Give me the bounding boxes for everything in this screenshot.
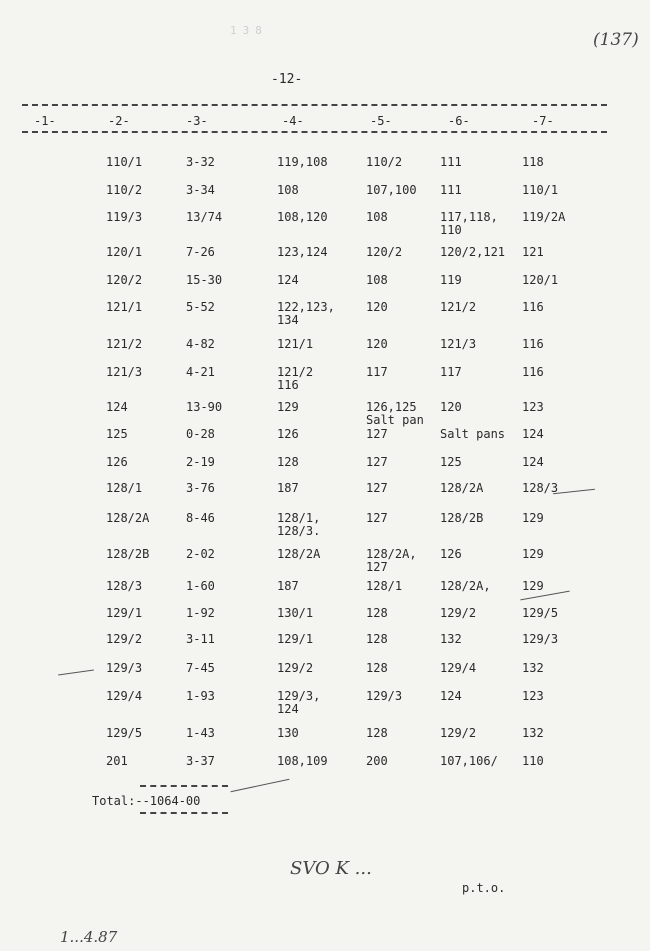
table-cell: 2-19 bbox=[186, 455, 215, 469]
table-cell: 110 bbox=[522, 754, 544, 768]
table-cell: 116 bbox=[522, 300, 544, 314]
table-cell: 127 bbox=[366, 455, 388, 469]
table-cell: 120 bbox=[366, 337, 388, 351]
table-cell: 7-45 bbox=[186, 661, 215, 675]
col-header-2: -2- bbox=[108, 114, 130, 128]
table-cell: 128 bbox=[366, 632, 388, 646]
table-cell: 3-76 bbox=[186, 481, 215, 495]
table-cell: 130/1 bbox=[277, 606, 314, 620]
table-cell: 108,120 bbox=[277, 210, 328, 224]
table-cell: 124 bbox=[440, 689, 462, 703]
table-cell: 108,109 bbox=[277, 754, 328, 768]
col-header-6: -6- bbox=[448, 114, 470, 128]
table-cell: 128/2A bbox=[277, 547, 321, 561]
table-cell: 128/3 bbox=[106, 579, 143, 593]
table-cell: 121/1 bbox=[106, 300, 143, 314]
table-cell: 13-90 bbox=[186, 400, 223, 414]
table-cell: 120/2,121 bbox=[440, 245, 506, 259]
table-cell: 121/2 116 bbox=[277, 365, 314, 392]
table-cell: 117 bbox=[440, 365, 462, 379]
table-cell: 132 bbox=[440, 632, 462, 646]
table-cell: 129 bbox=[522, 547, 544, 561]
table-cell: 128/1 bbox=[106, 481, 143, 495]
table-cell: 118 bbox=[522, 155, 544, 169]
table-cell: 13/74 bbox=[186, 210, 223, 224]
table-cell: 108 bbox=[366, 273, 388, 287]
table-cell: 128/2A bbox=[440, 481, 484, 495]
table-cell: 120/1 bbox=[522, 273, 559, 287]
faint-stamp-number: 138 bbox=[230, 24, 268, 37]
table-cell: 107,100 bbox=[366, 183, 417, 197]
table-cell: 126 bbox=[440, 547, 462, 561]
table-cell: 129/2 bbox=[440, 606, 477, 620]
table-cell: 124 bbox=[106, 400, 128, 414]
table-cell: 128/2A, bbox=[440, 579, 491, 593]
table-cell: 128/3 bbox=[522, 481, 559, 495]
table-cell: 129/5 bbox=[522, 606, 559, 620]
table-cell: 110/2 bbox=[366, 155, 403, 169]
pen-mark bbox=[58, 669, 94, 675]
table-cell: 128/2B bbox=[106, 547, 150, 561]
col-header-7: -7- bbox=[532, 114, 554, 128]
table-cell: 124 bbox=[277, 273, 299, 287]
table-cell: 120 bbox=[366, 300, 388, 314]
table-cell: 187 bbox=[277, 579, 299, 593]
col-header-5: -5- bbox=[370, 114, 392, 128]
table-cell: 0-28 bbox=[186, 427, 215, 441]
pen-mark bbox=[231, 779, 290, 792]
table-cell: 121 bbox=[522, 245, 544, 259]
table-cell: 121/3 bbox=[440, 337, 477, 351]
table-cell: 4-82 bbox=[186, 337, 215, 351]
table-cell: 110/1 bbox=[522, 183, 559, 197]
table-cell: 1-60 bbox=[186, 579, 215, 593]
table-cell: 129/3 bbox=[366, 689, 403, 703]
table-cell: 129/2 bbox=[277, 661, 314, 675]
table-cell: 125 bbox=[106, 427, 128, 441]
table-cell: 201 bbox=[106, 754, 128, 768]
table-cell: 15-30 bbox=[186, 273, 223, 287]
table-cell: 110/1 bbox=[106, 155, 143, 169]
table-cell: 200 bbox=[366, 754, 388, 768]
table-cell: 128/1, 128/3. bbox=[277, 511, 321, 538]
pen-mark bbox=[553, 489, 595, 494]
table-cell: 4-21 bbox=[186, 365, 215, 379]
handwritten-date: 1...4.87 bbox=[60, 928, 118, 946]
table-cell: 128 bbox=[366, 726, 388, 740]
page-number: -12- bbox=[271, 72, 303, 87]
table-cell: 129/4 bbox=[440, 661, 477, 675]
table-cell: 129/5 bbox=[106, 726, 143, 740]
table-cell: 129/1 bbox=[106, 606, 143, 620]
table-cell: 129/1 bbox=[277, 632, 314, 646]
table-cell: 7-26 bbox=[186, 245, 215, 259]
table-cell: 127 bbox=[366, 427, 388, 441]
table-cell: 125 bbox=[440, 455, 462, 469]
table-cell: Salt pans bbox=[440, 427, 506, 441]
table-cell: 108 bbox=[277, 183, 299, 197]
table-cell: 129/3, 124 bbox=[277, 689, 321, 716]
table-cell: 120 bbox=[440, 400, 462, 414]
table-cell: 127 bbox=[366, 511, 388, 525]
table-cell: 132 bbox=[522, 661, 544, 675]
table-cell: 110/2 bbox=[106, 183, 143, 197]
table-cell: 3-32 bbox=[186, 155, 215, 169]
table-cell: 129/3 bbox=[522, 632, 559, 646]
table-cell: 107,106/ bbox=[440, 754, 498, 768]
table-cell: 124 bbox=[522, 427, 544, 441]
table-cell: 123 bbox=[522, 400, 544, 414]
table-cell: 1-92 bbox=[186, 606, 215, 620]
table-cell: 129/3 bbox=[106, 661, 143, 675]
table-cell: 116 bbox=[522, 365, 544, 379]
total-rule-top bbox=[140, 785, 228, 787]
table-cell: 119 bbox=[440, 273, 462, 287]
table-cell: 119/2A bbox=[522, 210, 566, 224]
col-header-3: -3- bbox=[186, 114, 208, 128]
table-cell: 129 bbox=[522, 511, 544, 525]
total-line: Total:--1064-00 bbox=[92, 794, 201, 808]
table-cell: 123,124 bbox=[277, 245, 328, 259]
table-cell: 129/2 bbox=[106, 632, 143, 646]
table-cell: 121/2 bbox=[440, 300, 477, 314]
table-cell: 127 bbox=[366, 481, 388, 495]
table-cell: 128/2B bbox=[440, 511, 484, 525]
table-cell: 126 bbox=[277, 427, 299, 441]
table-cell: 5-52 bbox=[186, 300, 215, 314]
table-cell: 120/1 bbox=[106, 245, 143, 259]
table-cell: 129/4 bbox=[106, 689, 143, 703]
table-cell: 129 bbox=[277, 400, 299, 414]
col-header-1: -1- bbox=[34, 114, 56, 128]
table-cell: 1-43 bbox=[186, 726, 215, 740]
table-cell: 128/2A bbox=[106, 511, 150, 525]
table-cell: 117,118, 110 bbox=[440, 210, 498, 237]
table-cell: 120/2 bbox=[106, 273, 143, 287]
header-rule-top bbox=[22, 104, 607, 106]
table-cell: 121/2 bbox=[106, 337, 143, 351]
table-cell: 128/2A, 127 bbox=[366, 547, 417, 574]
table-cell: 129 bbox=[522, 579, 544, 593]
total-rule-bottom bbox=[140, 812, 228, 814]
handwritten-signature: SVO K ... bbox=[290, 858, 372, 879]
table-cell: 132 bbox=[522, 726, 544, 740]
table-cell: 3-37 bbox=[186, 754, 215, 768]
table-cell: 129/2 bbox=[440, 726, 477, 740]
table-cell: 187 bbox=[277, 481, 299, 495]
table-cell: 126,125 Salt pan bbox=[366, 400, 424, 427]
col-header-4: -4- bbox=[282, 114, 304, 128]
table-cell: 117 bbox=[366, 365, 388, 379]
table-cell: 3-11 bbox=[186, 632, 215, 646]
table-cell: 8-46 bbox=[186, 511, 215, 525]
pto-note: p.t.o. bbox=[462, 881, 506, 895]
table-cell: 108 bbox=[366, 210, 388, 224]
table-cell: 126 bbox=[106, 455, 128, 469]
table-cell: 124 bbox=[522, 455, 544, 469]
table-cell: 121/3 bbox=[106, 365, 143, 379]
table-cell: 128 bbox=[366, 661, 388, 675]
header-rule-bottom bbox=[22, 131, 607, 133]
table-cell: 120/2 bbox=[366, 245, 403, 259]
table-cell: 130 bbox=[277, 726, 299, 740]
table-cell: 111 bbox=[440, 155, 462, 169]
table-cell: 128/1 bbox=[366, 579, 403, 593]
table-cell: 2-02 bbox=[186, 547, 215, 561]
table-cell: 3-34 bbox=[186, 183, 215, 197]
table-cell: 111 bbox=[440, 183, 462, 197]
page-stamp: (137) bbox=[593, 30, 639, 50]
table-cell: 1-93 bbox=[186, 689, 215, 703]
table-cell: 119/3 bbox=[106, 210, 143, 224]
table-cell: 128 bbox=[366, 606, 388, 620]
table-cell: 122,123, 134 bbox=[277, 300, 335, 327]
table-cell: 121/1 bbox=[277, 337, 314, 351]
table-cell: 128 bbox=[277, 455, 299, 469]
table-cell: 123 bbox=[522, 689, 544, 703]
table-cell: 116 bbox=[522, 337, 544, 351]
table-cell: 119,108 bbox=[277, 155, 328, 169]
